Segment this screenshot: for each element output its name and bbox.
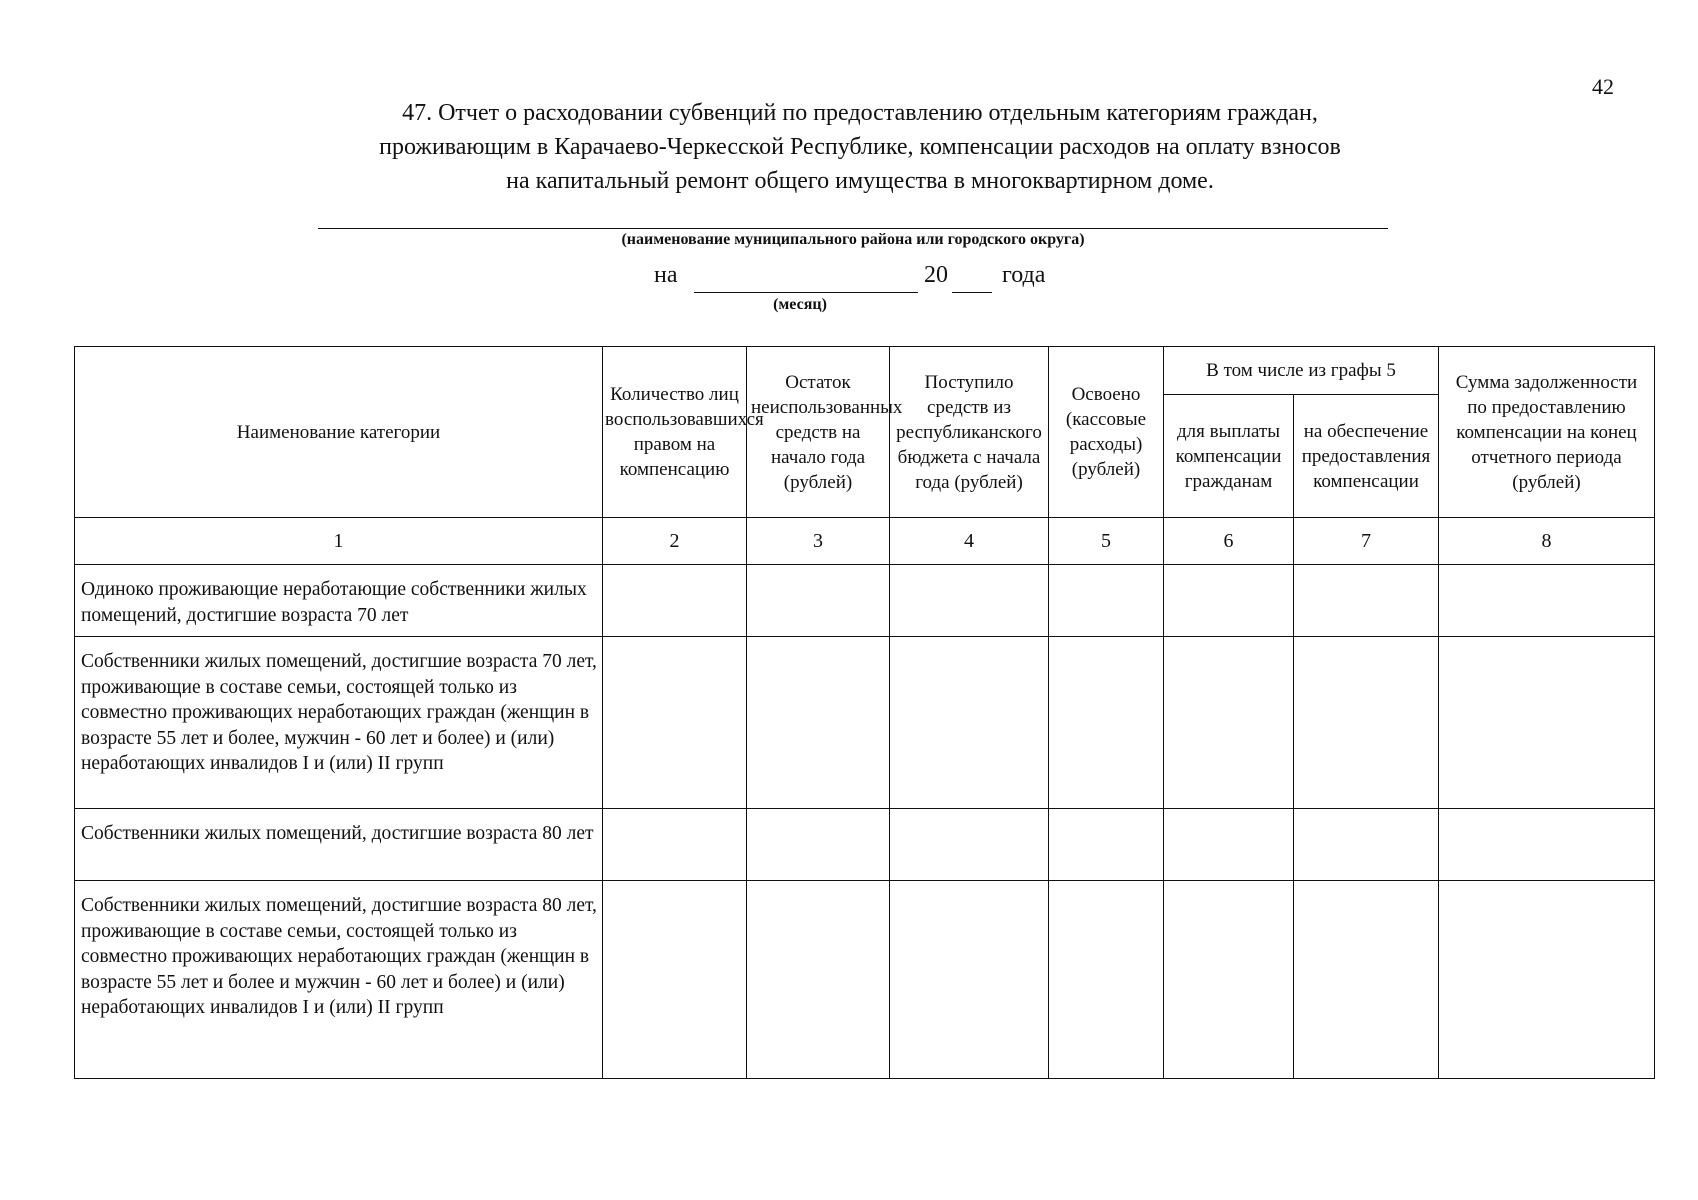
page-number: 42 <box>1592 74 1614 99</box>
value-cell <box>603 809 747 881</box>
table-row <box>75 881 1655 1079</box>
date-prefix: на <box>654 262 678 288</box>
value-cell <box>890 809 1049 881</box>
value-cell <box>1439 637 1655 809</box>
value-cell <box>747 637 890 809</box>
month-caption: (месяц) <box>773 296 827 313</box>
column-number: 3 <box>747 518 890 565</box>
year-prefix: 20 <box>924 262 948 288</box>
value-cell <box>1439 881 1655 1079</box>
header-balance: Остаток неиспользованных средств на начало года (рублей) <box>747 347 890 518</box>
table-row <box>75 637 1655 809</box>
column-number: 5 <box>1049 518 1164 565</box>
column-number: 8 <box>1439 518 1655 565</box>
value-cell <box>1164 565 1294 637</box>
value-cell <box>1294 881 1439 1079</box>
header-group-from-col5: В том числе из графы 5 <box>1164 347 1439 395</box>
value-cell <box>603 881 747 1079</box>
value-cell <box>747 565 890 637</box>
value-cell <box>890 881 1049 1079</box>
value-cell <box>1164 809 1294 881</box>
year-blank <box>952 292 992 293</box>
value-cell <box>890 637 1049 809</box>
value-cell <box>1294 809 1439 881</box>
category-cell: Собственники жилых помещений, достигшие возраста 80 лет <box>75 809 603 881</box>
value-cell <box>1049 881 1164 1079</box>
category-cell: Одиноко проживающие неработающие собственники жилых помещений, достигшие возраста 70 лет <box>75 565 603 637</box>
value-cell <box>1049 565 1164 637</box>
header-category: Наименование категории <box>75 347 603 518</box>
header-persons-count: Количество лиц воспользовавшихся правом на компенсацию <box>603 347 747 518</box>
value-cell <box>747 881 890 1079</box>
column-number: 6 <box>1164 518 1294 565</box>
value-cell <box>1294 637 1439 809</box>
value-cell <box>1049 809 1164 881</box>
title-line: 47. Отчет о расходовании субвенций по предоставлению отдельным категориям граждан, <box>402 100 1318 126</box>
column-number: 1 <box>75 518 603 565</box>
column-number: 2 <box>603 518 747 565</box>
value-cell <box>890 565 1049 637</box>
value-cell <box>747 809 890 881</box>
value-cell <box>1049 637 1164 809</box>
month-blank <box>694 292 918 293</box>
title-line: на капитальный ремонт общего имущества в многоквартирном доме. <box>506 168 1214 194</box>
report-table <box>74 346 1655 1079</box>
title-line: проживающим в Карачаево-Черкесской Республике, компенсации расходов на оплату взносов <box>379 134 1341 160</box>
header-debt: Сумма задолженности по предоставлению компенсации на конец отчетного периода (рублей) <box>1439 347 1655 518</box>
category-cell: Собственники жилых помещений, достигшие возраста 70 лет, проживающие в составе семьи, состоящей только из совместно проживающих неработающих граждан (женщин в возрасте 55 лет и более, мужчин - 60 лет и более) и (или) неработающих инвалидов I и (или) II групп <box>75 637 603 809</box>
value-cell <box>1164 881 1294 1079</box>
header-received: Поступило средств из республиканского бюджета с начала года (рублей) <box>890 347 1049 518</box>
column-number: 7 <box>1294 518 1439 565</box>
value-cell <box>1439 565 1655 637</box>
value-cell <box>603 637 747 809</box>
table-row <box>75 565 1655 637</box>
value-cell <box>1164 637 1294 809</box>
category-cell: Собственники жилых помещений, достигшие возраста 80 лет, проживающие в составе семьи, состоящей только из совместно проживающих неработающих граждан (женщин в возрасте 55 лет и более и мужчин - 60 лет и более) и (или) неработающих инвалидов I и (или) II групп <box>75 881 603 1079</box>
value-cell <box>1294 565 1439 637</box>
document-title <box>200 96 1520 198</box>
column-number: 4 <box>890 518 1049 565</box>
header-payment: для выплаты компенсации гражданам <box>1164 395 1294 518</box>
table-row <box>75 809 1655 881</box>
header-provision: на обеспечение предоставления компенсации <box>1294 395 1439 518</box>
value-cell <box>603 565 747 637</box>
municipality-blank-line <box>318 228 1388 229</box>
column-numbers-row <box>75 518 1655 565</box>
value-cell <box>1439 809 1655 881</box>
municipality-caption: (наименование муниципального района или городского округа) <box>621 231 1085 248</box>
header-spent: Освоено (кассовые расходы) (рублей) <box>1049 347 1164 518</box>
date-suffix: года <box>1002 262 1046 288</box>
